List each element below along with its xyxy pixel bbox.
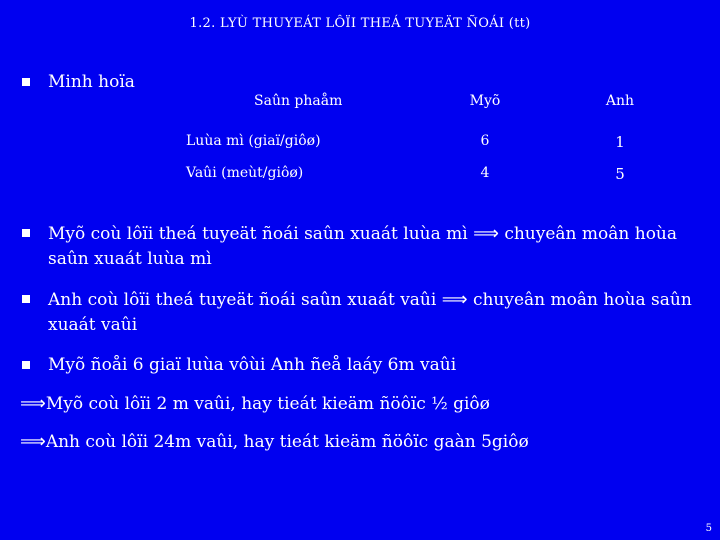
intro-bullet-text: Minh hoïa bbox=[48, 72, 135, 92]
cell-usa: 6 bbox=[480, 133, 490, 149]
cell-usa: 4 bbox=[480, 165, 490, 181]
bullet-marker bbox=[22, 361, 30, 369]
bullet-marker bbox=[22, 229, 30, 237]
bullet-text: Myõ ñoåi 6 giaï luùa vôùi Anh ñeå laáy 6m vaûi bbox=[48, 355, 457, 375]
bullet-marker bbox=[22, 78, 30, 86]
header-product: Saûn phaåm bbox=[254, 93, 343, 109]
bullet-text: Anh coù lôïi theá tuyeät ñoái saûn xuaát vaûi bbox=[48, 290, 437, 310]
implication-uk bbox=[20, 429, 529, 455]
table-row bbox=[180, 157, 660, 189]
bullet-text: xuaát vaûi bbox=[48, 315, 138, 335]
cell-uk: 1 bbox=[615, 133, 625, 151]
bullet-marker bbox=[22, 295, 30, 303]
implication-usa bbox=[20, 391, 490, 417]
cell-product: Luùa mì (giaï/giôø) bbox=[186, 133, 321, 149]
implies-arrow-icon: ⟹ bbox=[473, 223, 499, 244]
bullet-text: chuyeân moân hoùa saûn bbox=[472, 290, 692, 310]
header-usa: Myõ bbox=[469, 93, 501, 109]
bullet-text: chuyeân moân hoùa bbox=[504, 224, 678, 244]
table-row bbox=[180, 125, 660, 157]
cell-uk: 5 bbox=[615, 165, 625, 183]
implication-text: Anh coù lôïi 24m vaûi, hay tieát kieäm ñöôïc gaàn 5giôø bbox=[45, 432, 529, 452]
cell-product: Vaûi (meùt/giôø) bbox=[186, 165, 304, 181]
header-uk: Anh bbox=[605, 93, 635, 109]
slide-title: 1.2. LYÙ THUYEÁT LÔÏI THEÁ TUYEÄT ÑOÁI (tt) bbox=[189, 16, 531, 31]
page-number: 5 bbox=[705, 523, 712, 534]
bullet-text: saûn xuaát luùa mì bbox=[48, 249, 212, 269]
table-header-row bbox=[180, 87, 660, 125]
implies-arrow-icon: ⟹ bbox=[441, 289, 468, 310]
comparison-table bbox=[180, 87, 660, 189]
implication-text: Myõ coù lôïi 2 m vaûi, hay tieát kieäm ñöôïc ½ giôø bbox=[45, 394, 490, 414]
implies-arrow-icon: ⟹ bbox=[20, 431, 46, 452]
implies-arrow-icon: ⟹ bbox=[20, 393, 46, 414]
bullet-text: Myõ coù lôïi theá tuyeät ñoái saûn xuaát luùa mì bbox=[48, 224, 468, 244]
